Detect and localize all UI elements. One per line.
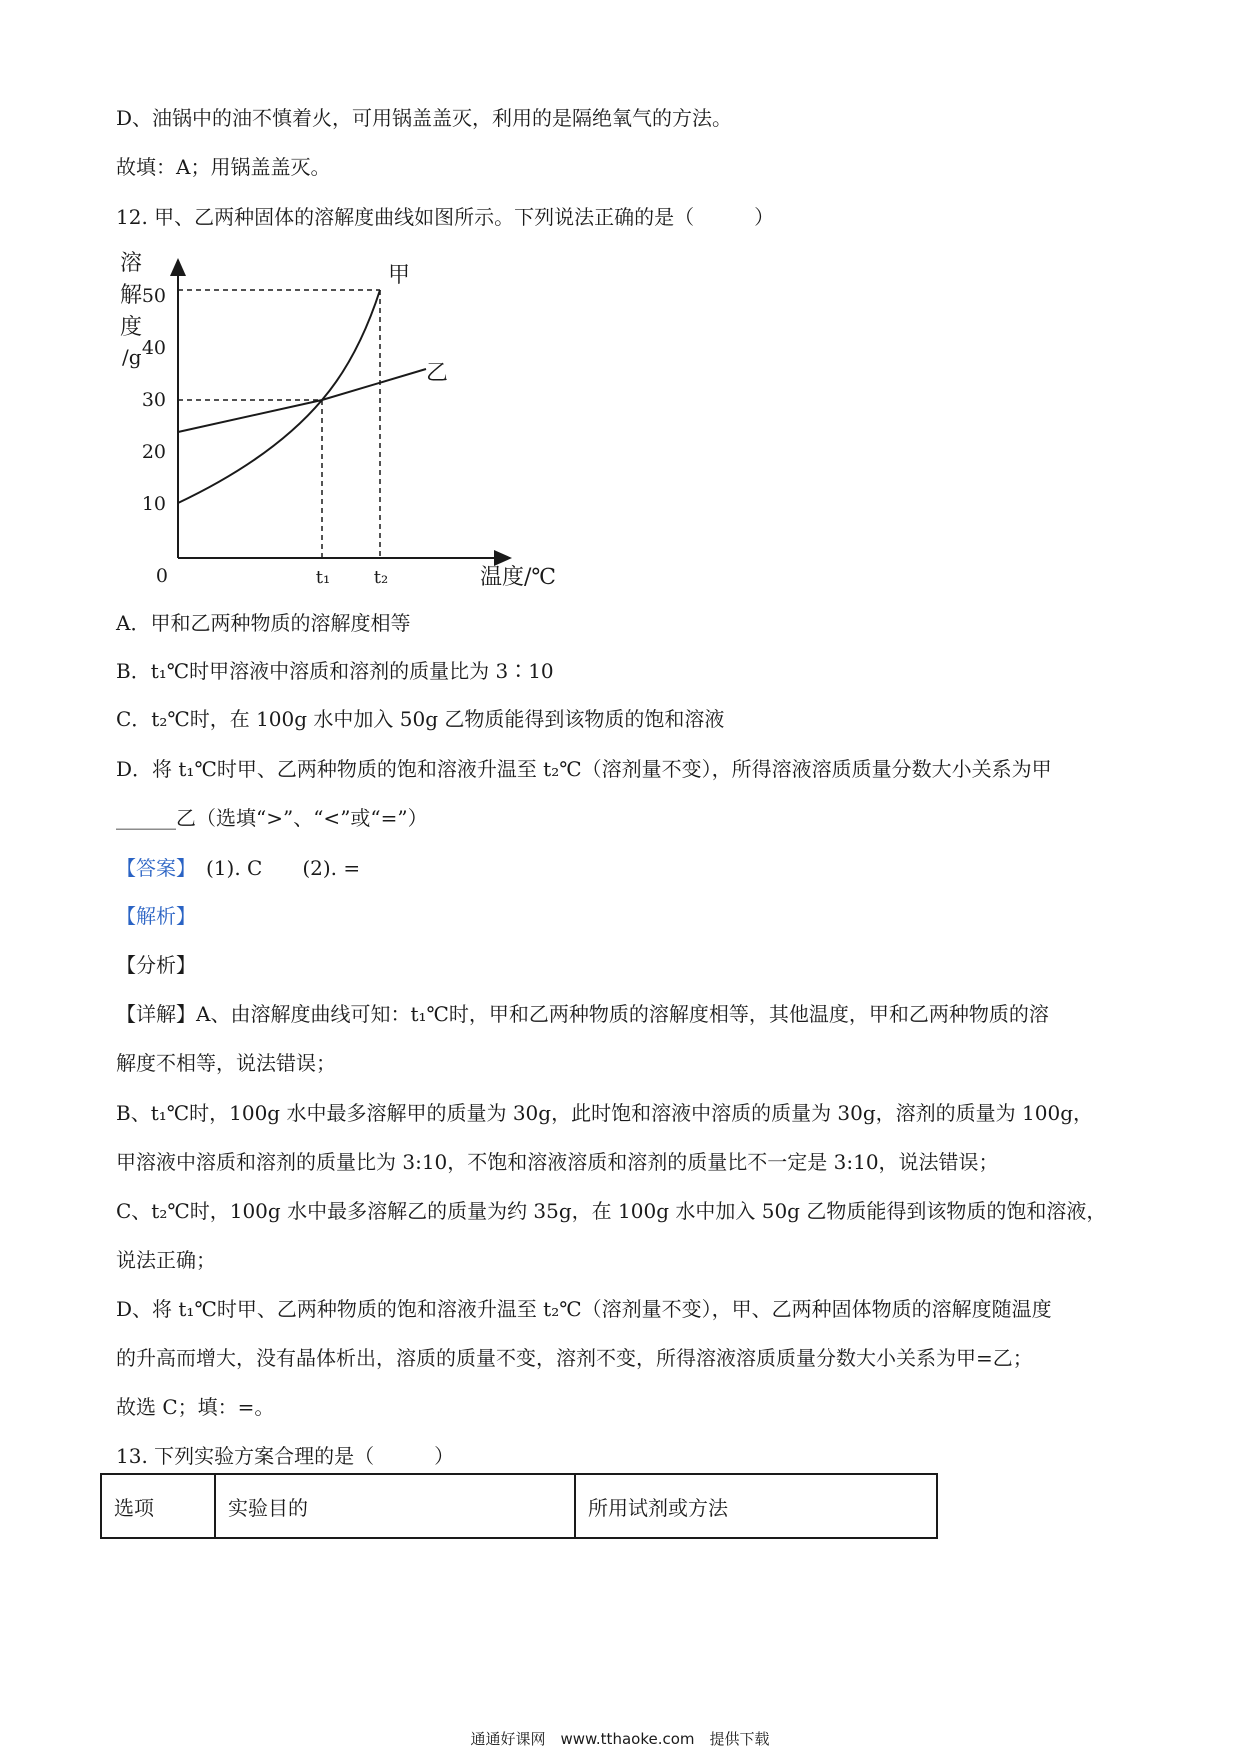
series-line-jia [178,290,380,503]
text-line: 说法正确； [116,1248,216,1272]
text-line: B、t₁℃时，100g 水中最多溶解甲的质量为 30g，此时饱和溶液中溶质的质量为 30g，溶剂的质量为 100g， [116,1101,1094,1125]
table-header-cell: 选项 [101,1474,215,1538]
y-axis-label-char: 度 [120,315,143,340]
answer-tag: 【答案】 [116,856,186,880]
answer-value: (1). C (2). = [186,856,361,880]
text-line: 【详解】A、由溶解度曲线可知：t₁℃时，甲和乙两种物质的溶解度相等，其他温度，甲和乙两种物质的溶 [116,1002,1049,1026]
text-line: 解度不相等，说法错误； [116,1051,336,1075]
series-label-yi: 乙 [426,361,449,386]
x-tick-label: t₁ [315,567,331,588]
text-line: 的升高而增大，没有晶体析出，溶质的质量不变，溶剂不变，所得溶液溶质质量分数大小关系为甲=乙； [116,1346,1033,1370]
x-axis-label: 温度/℃ [480,565,557,590]
y-tick-label: 50 [141,285,166,307]
y-tick-label: 30 [141,389,166,411]
text-line: 故填：A；用锅盖盖灭。 [116,155,331,179]
y-tick-label: 10 [141,493,166,515]
page-footer: 通通好课网 www.tthaoke.com 提供下载 [470,1730,770,1748]
breakdown-tag: 【分析】 [116,953,196,977]
option-a: A．甲和乙两种物质的溶解度相等 [116,611,411,635]
text-line: D、油锅中的油不慎着火，可用锅盖盖灭，利用的是隔绝氧气的方法。 [116,106,733,130]
series-label-jia: 甲 [388,263,411,288]
y-axis-label-char: 解 [120,283,143,308]
text-line: C、t₂℃时，100g 水中最多溶解乙的质量为约 35g，在 100g 水中加入 50g 乙物质能得到该物质的饱和溶液， [116,1199,1107,1223]
option-b: B．t₁℃时甲溶液中溶质和溶剂的质量比为 3∶10 [116,659,554,683]
solubility-chart [108,248,568,596]
option-d-continued: ______乙（选填“>”、“<”或“=”） [116,806,428,830]
y-axis-label-char: /g [122,345,142,369]
table-row [101,1474,937,1538]
question-12-stem: 12. 甲、乙两种固体的溶解度曲线如图所示。下列说法正确的是（ ） [116,205,775,229]
y-tick-label: 40 [141,337,166,359]
y-tick-label: 20 [141,441,166,463]
text-line: 故选 C；填：=。 [116,1395,275,1419]
text-line: 甲溶液中溶质和溶剂的质量比为 3:10，不饱和溶液溶质和溶剂的质量比不一定是 3:10，说法错误； [116,1150,999,1174]
option-d: D．将 t₁℃时甲、乙两种物质的饱和溶液升温至 t₂℃（溶剂量不变），所得溶液溶质质量分数大小关系为甲 [116,757,1052,781]
table-header-cell: 实验目的 [215,1474,575,1538]
origin-label: 0 [155,565,168,587]
answer-line [116,855,360,881]
analysis-tag: 【解析】 [116,904,196,928]
question-13-stem: 13. 下列实验方案合理的是（ ） [116,1444,455,1468]
x-tick-label: t₂ [373,567,389,588]
table-header-cell: 所用试剂或方法 [575,1474,937,1538]
text-line: D、将 t₁℃时甲、乙两种物质的饱和溶液升温至 t₂℃（溶剂量不变），甲、乙两种固体物质的溶解度随温度 [116,1297,1052,1321]
y-axis-label-char: 溶 [120,251,143,276]
options-table [100,1473,938,1539]
option-c: C．t₂℃时，在 100g 水中加入 50g 乙物质能得到该物质的饱和溶液 [116,707,725,731]
